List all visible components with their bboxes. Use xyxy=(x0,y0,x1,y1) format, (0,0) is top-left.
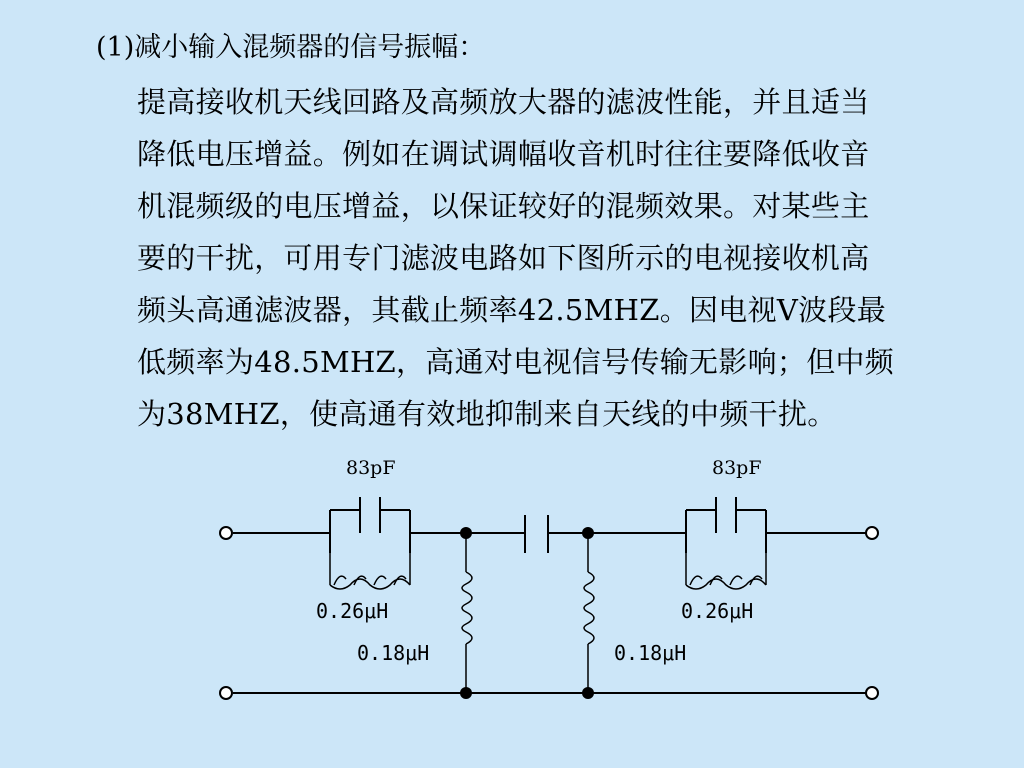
left-capacitor-label: 83pF xyxy=(346,457,396,479)
left-parallel-capacitor xyxy=(330,497,410,553)
paragraph-line: 要的干扰，可用专门滤波电路如下图所示的电视接收机高 xyxy=(137,241,870,275)
paragraph-line: 提高接收机天线回路及高频放大器的滤波性能，并且适当 xyxy=(137,85,870,119)
right-series-inductor xyxy=(686,553,766,589)
section-heading: (1)减小输入混频器的信号振幅： xyxy=(96,32,486,63)
right-capacitor-label: 83pF xyxy=(712,457,762,479)
junction-dot xyxy=(460,527,472,539)
series-capacitor xyxy=(525,515,548,553)
paragraph-line: 降低电压增益。例如在调试调幅收音机时往往要降低收音 xyxy=(137,137,870,171)
right-shunt-inductor xyxy=(584,533,594,693)
paragraph-line: 为38MHZ，使高通有效地抑制来自天线的中频干扰。 xyxy=(137,397,837,431)
junction-dot xyxy=(582,527,594,539)
junction-dot xyxy=(582,687,594,699)
input-terminal-top xyxy=(220,527,232,539)
junction-dot xyxy=(460,687,472,699)
left-shunt-inductor-label: 0.18μH xyxy=(357,641,430,665)
input-terminal-bottom xyxy=(220,687,232,699)
paragraph-line: 频头高通滤波器，其截止频率42.5MHZ。因电视V波段最 xyxy=(137,293,887,327)
left-series-inductor xyxy=(330,553,410,589)
right-series-inductor-label: 0.26μH xyxy=(681,599,754,623)
paragraph-line: 机混频级的电压增益，以保证较好的混频效果。对某些主 xyxy=(137,189,870,223)
left-series-inductor-label: 0.26μH xyxy=(316,599,389,623)
output-terminal-bottom xyxy=(866,687,878,699)
right-parallel-capacitor xyxy=(686,497,766,553)
right-shunt-inductor-label: 0.18μH xyxy=(614,641,687,665)
output-terminal-top xyxy=(866,527,878,539)
paragraph-line: 低频率为48.5MHZ，高通对电视信号传输无影响；但中频 xyxy=(137,345,895,379)
left-shunt-inductor xyxy=(462,533,472,693)
